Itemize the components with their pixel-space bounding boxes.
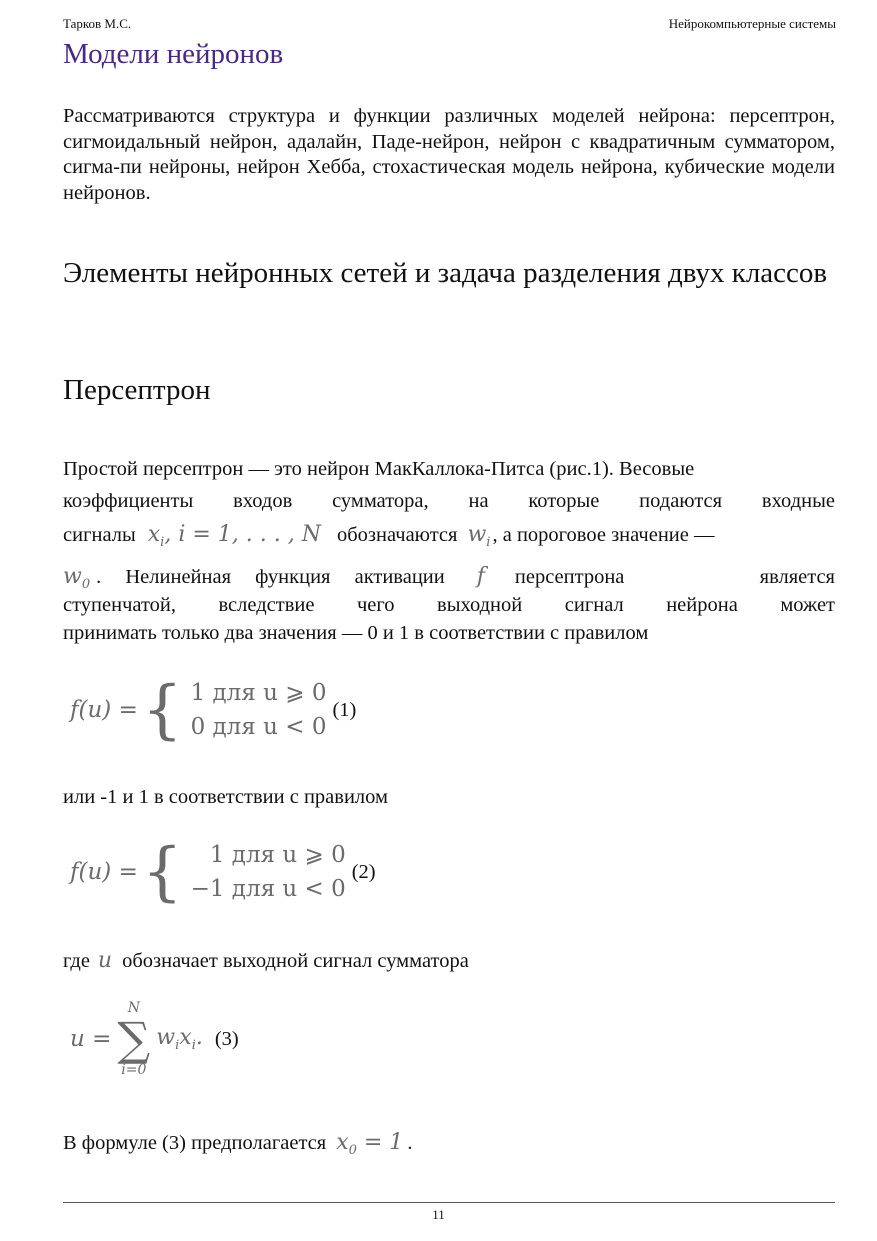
body-line-4-a: . Нелинейная функция активации [96,566,445,588]
eq1-lhs: f(u) = [70,697,138,723]
running-header-author: Тарков М.С. [63,16,132,31]
where-line [63,948,835,973]
footer-rule [63,1202,835,1203]
body-line-2 [63,490,835,513]
body-line-6: принимать только два значения — 0 и 1 в соответствии с правилом [63,622,649,644]
eq1-number: (1) [332,698,357,721]
body-line-1 [63,458,835,481]
eq3-sum [117,1000,150,1078]
eq1-cases [191,676,327,744]
body-line-3 [63,522,835,550]
final-line [63,1130,835,1158]
perceptron-title: Персептрон [63,374,211,406]
eq1-case-1: 1 для u ⩾ 0 [190,680,327,706]
eq2-cases [191,838,346,906]
equation-2 [70,835,376,909]
eq2-brace: { [141,835,183,909]
eq3-sum-bottom: i=0 [121,1062,147,1078]
where-text-b: обозначает выходной сигнал сумматора [122,950,469,972]
body-line-3-a: сигналы [63,524,136,546]
body-line-1-text: Простой персептрон — это нейрон МакКаллока-Питса (рис.1). Весовые [63,458,695,480]
eq3-term: $w_ix_i$. [156,1025,203,1053]
math-f: f [476,564,485,589]
equation-1 [70,673,357,747]
eq1-case-2: 0 для u < 0 [190,714,327,740]
body-line-4 [63,564,835,592]
math-wi: $w_i$ [467,522,491,550]
sigma-icon: ∑ [117,1012,151,1066]
math-w0: $w_0$ [63,564,91,592]
body-line-5 [63,594,835,617]
between-equations-text: или -1 и 1 в соответствии с правилом [63,786,388,808]
equation-3 [70,1000,239,1078]
eq2-number: (2) [351,860,376,883]
body-line-2-text: коэффициенты входов сумматора, на которые подаются входные [63,490,835,512]
section-title: Модели нейронов [63,38,284,70]
body-line-3-b: обозначаются [336,524,458,546]
eq1-brace: { [141,673,183,747]
eq2-case-2: −1 для u < 0 [190,876,346,902]
eq3-lhs: u = [70,1026,112,1052]
math-u: u [97,948,113,973]
body-line-5-text: ступенчатой, вследствие чего выходной сигнал нейрона может [63,594,835,616]
eq3-sum-top: N [127,1000,140,1016]
final-text-a: В формуле (3) предполагается [63,1132,327,1154]
math-xi-range: $x_i$, i = 1, . . . , N [147,522,321,550]
running-header-title: Нейрокомпьютерные системы [668,16,836,31]
body-line-3-c: , а пороговое значение — [492,524,715,546]
body-line-4-b: персептрона является [514,566,835,588]
intro-paragraph: Рассматриваются структура и функции различных моделей нейрона: персептрон, сигмоидальный нейрон, адалайн, Паде-нейрон, нейрон с квадратичным сумматором, сигма-пи нейроны, нейрон Хебба, стохастическая модель нейрона, кубические модели нейронов. [63,105,835,204]
eq2-lhs: f(u) = [70,859,138,885]
final-text-b: . [407,1132,413,1154]
math-x0-eq: $x_0 = 1$ [336,1130,404,1158]
eq3-number: (3) [214,1027,239,1050]
page-number: 11 [432,1207,445,1222]
eq2-case-1: 1 для u ⩾ 0 [209,842,346,868]
where-text-a: где [63,950,90,972]
subsection-title: Элементы нейронных сетей и задача разделения двух классов [63,257,828,289]
